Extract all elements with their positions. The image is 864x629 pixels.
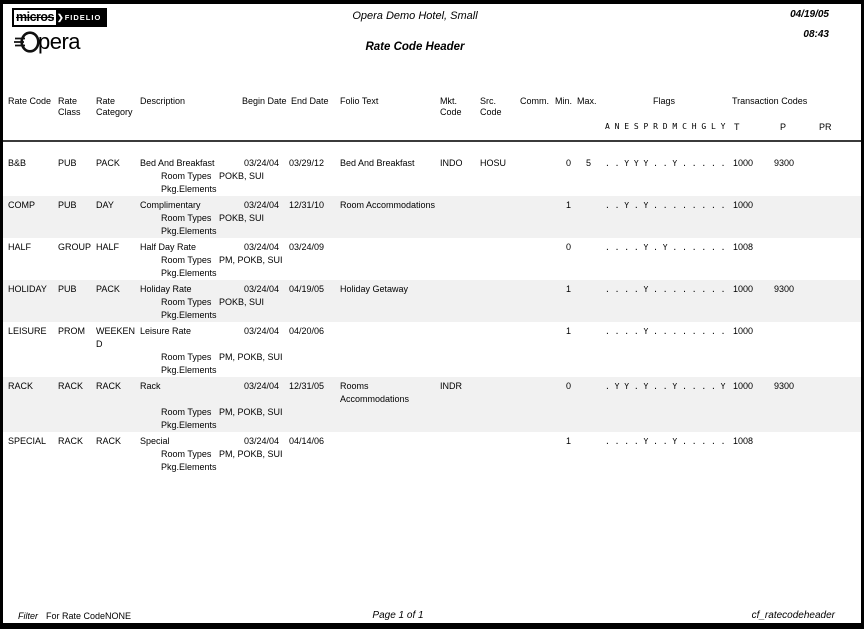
row-pkg-elements-line bbox=[161, 461, 861, 474]
filter-label: Filter bbox=[18, 611, 38, 621]
cell-flags: . . . . Y . . . . . . . . bbox=[605, 285, 726, 294]
cell-flags: . Y Y . Y . . Y . . . . Y bbox=[605, 382, 726, 391]
cell-transaction-t: 1000 bbox=[733, 200, 754, 210]
cell-folio-text: Bed And Breakfast bbox=[340, 158, 415, 168]
cell-description: Bed And Breakfast bbox=[140, 158, 215, 168]
room-types-value: PM, POKB, SUI bbox=[219, 449, 283, 459]
cell-transaction-t: 1000 bbox=[733, 158, 754, 168]
cell-end-date: 03/24/09 bbox=[288, 242, 324, 252]
cell-rate-category: PACK bbox=[96, 158, 120, 168]
cell-min: 0 bbox=[565, 381, 571, 391]
table-row bbox=[3, 432, 861, 474]
row-pkg-elements-line bbox=[161, 183, 861, 196]
table-header bbox=[3, 96, 861, 142]
row-main-line bbox=[8, 380, 861, 406]
col-header-rate-class: Rate bbox=[58, 96, 78, 106]
cell-transaction-t: 1000 bbox=[733, 326, 754, 336]
cell-min: 0 bbox=[565, 158, 571, 168]
pkg-elements-label: Pkg.Elements bbox=[161, 420, 217, 430]
room-types-value: PM, POKB, SUI bbox=[219, 407, 283, 417]
row-room-types-line bbox=[161, 406, 861, 419]
cell-transaction-p: 9300 bbox=[774, 158, 795, 168]
col-header-min: Min. bbox=[555, 96, 573, 106]
cell-rate-code: SPECIAL bbox=[8, 436, 47, 446]
row-pkg-elements-line bbox=[161, 419, 861, 432]
room-types-value: POKB, SUI bbox=[219, 213, 265, 223]
flag-letters: A N E S P R D M C H G L Y bbox=[605, 122, 726, 131]
cell-end-date: 04/19/05 bbox=[288, 284, 324, 294]
cell-rate-category: PACK bbox=[96, 284, 120, 294]
cell-description: Special bbox=[140, 436, 170, 446]
cell-end-date: 04/20/06 bbox=[288, 326, 324, 336]
cell-begin-date: 03/24/04 bbox=[243, 284, 279, 294]
fidelio-logo-text: ❯ FIDELIO bbox=[56, 10, 105, 25]
row-pkg-elements-line bbox=[161, 364, 861, 377]
report-footer bbox=[3, 607, 861, 621]
cell-src-code: HOSU bbox=[480, 158, 507, 168]
cell-folio-text: Rooms Accommodations bbox=[340, 381, 410, 404]
row-main-line bbox=[8, 325, 861, 351]
pkg-elements-label: Pkg.Elements bbox=[161, 268, 217, 278]
cell-flags: . . Y Y Y . . Y . . . . . bbox=[605, 159, 726, 168]
row-room-types-line bbox=[161, 254, 861, 267]
cell-rate-class: PROM bbox=[58, 326, 85, 336]
room-types-label: Room Types bbox=[161, 255, 212, 265]
table-row bbox=[3, 322, 861, 377]
room-types-label: Room Types bbox=[161, 171, 212, 181]
row-main-line bbox=[8, 241, 861, 254]
pkg-elements-label: Pkg.Elements bbox=[161, 365, 217, 375]
cell-transaction-p: 9300 bbox=[774, 284, 795, 294]
chevron-right-icon: ❯ bbox=[57, 13, 64, 22]
room-types-label: Room Types bbox=[161, 297, 212, 307]
room-types-label: Room Types bbox=[161, 352, 212, 362]
cell-description: Rack bbox=[140, 381, 161, 391]
cell-rate-code: B&B bbox=[8, 158, 27, 168]
cell-min: 0 bbox=[565, 242, 571, 252]
report-time: 08:43 bbox=[803, 29, 829, 40]
cell-begin-date: 03/24/04 bbox=[243, 436, 279, 446]
cell-mkt-code: INDR bbox=[440, 381, 462, 391]
cell-rate-category: RACK bbox=[96, 436, 122, 446]
col-header-begin-date: Begin Date bbox=[242, 96, 287, 106]
col-header-mkt-code-2: Code bbox=[440, 107, 462, 117]
report-title: Rate Code Header bbox=[365, 41, 465, 53]
cell-min: 1 bbox=[565, 284, 571, 294]
cell-min: 1 bbox=[565, 326, 571, 336]
cell-end-date: 12/31/10 bbox=[288, 200, 324, 210]
cell-rate-code: HOLIDAY bbox=[8, 284, 47, 294]
pkg-elements-label: Pkg.Elements bbox=[161, 184, 217, 194]
report-date: 04/19/05 bbox=[790, 9, 829, 20]
cell-flags: . . . . Y . . . . . . . . bbox=[605, 327, 726, 336]
cell-begin-date: 03/24/04 bbox=[243, 200, 279, 210]
pkg-elements-label: Pkg.Elements bbox=[161, 226, 217, 236]
col-header-rate-category: Rate bbox=[96, 96, 116, 106]
room-types-label: Room Types bbox=[161, 449, 212, 459]
cell-rate-category: WEEKEND bbox=[96, 326, 136, 349]
col-header-description: Description bbox=[140, 96, 186, 106]
cell-transaction-p: 9300 bbox=[774, 381, 795, 391]
col-header-folio-text: Folio Text bbox=[340, 96, 379, 106]
table-row bbox=[3, 196, 861, 238]
room-types-value: POKB, SUI bbox=[219, 171, 265, 181]
col-header-rate-category-2: Category bbox=[96, 107, 133, 117]
col-header-src-code: Src. bbox=[480, 96, 497, 106]
col-header-mkt-code: Mkt. bbox=[440, 96, 457, 106]
cell-transaction-t: 1008 bbox=[733, 436, 754, 446]
col-header-rate-class-2: Class bbox=[58, 107, 81, 117]
col-header-comm: Comm. bbox=[520, 96, 549, 106]
cell-begin-date: 03/24/04 bbox=[243, 242, 279, 252]
col-header-rate-code: Rate Code bbox=[8, 96, 52, 106]
cell-rate-class: PUB bbox=[58, 284, 77, 294]
col-header-src-code-2: Code bbox=[480, 107, 502, 117]
row-room-types-line bbox=[161, 170, 861, 183]
room-types-label: Room Types bbox=[161, 407, 212, 417]
cell-rate-class: PUB bbox=[58, 200, 77, 210]
row-main-line bbox=[8, 435, 861, 448]
table-row bbox=[3, 154, 861, 196]
table-row bbox=[3, 280, 861, 322]
cell-rate-class: PUB bbox=[58, 158, 77, 168]
cell-rate-category: DAY bbox=[96, 200, 114, 210]
micros-logo-text: micros bbox=[16, 10, 54, 24]
row-room-types-line bbox=[161, 212, 861, 225]
col-header-transaction-codes: Transaction Codes bbox=[732, 96, 808, 106]
col-header-flags: Flags bbox=[652, 96, 675, 106]
room-types-value: POKB, SUI bbox=[219, 297, 265, 307]
cell-flags: . . . . Y . . Y . . . . . bbox=[605, 437, 726, 446]
report-file-name: cf_ratecodeheader bbox=[751, 610, 835, 621]
cell-end-date: 04/14/06 bbox=[288, 436, 324, 446]
cell-transaction-t: 1000 bbox=[733, 381, 754, 391]
cell-rate-class: RACK bbox=[58, 436, 84, 446]
table-row bbox=[3, 238, 861, 280]
room-types-value: PM, POKB, SUI bbox=[219, 255, 283, 265]
row-pkg-elements-line bbox=[161, 309, 861, 322]
cell-rate-class: GROUP bbox=[58, 242, 92, 252]
cell-rate-category: HALF bbox=[96, 242, 120, 252]
cell-rate-class: RACK bbox=[58, 381, 84, 391]
cell-end-date: 12/31/05 bbox=[288, 381, 324, 391]
cell-min: 1 bbox=[565, 200, 571, 210]
row-room-types-line bbox=[161, 448, 861, 461]
cell-rate-code: LEISURE bbox=[8, 326, 47, 336]
row-pkg-elements-line bbox=[161, 267, 861, 280]
cell-rate-code: RACK bbox=[8, 381, 34, 391]
filter-value: For Rate CodeNONE bbox=[46, 611, 132, 621]
col-header-t: T bbox=[734, 122, 740, 132]
cell-description: Holiday Rate bbox=[140, 284, 192, 294]
col-header-max: Max. bbox=[577, 96, 597, 106]
cell-description: Half Day Rate bbox=[140, 242, 197, 252]
hotel-name: Opera Demo Hotel, Small bbox=[352, 10, 478, 22]
cell-begin-date: 03/24/04 bbox=[243, 326, 279, 336]
cell-rate-category: RACK bbox=[96, 381, 122, 391]
row-room-types-line bbox=[161, 296, 861, 309]
cell-flags: . . Y . Y . . . . . . . . bbox=[605, 201, 726, 210]
cell-end-date: 03/29/12 bbox=[288, 158, 324, 168]
row-pkg-elements-line bbox=[161, 225, 861, 238]
cell-rate-code: HALF bbox=[8, 242, 32, 252]
room-types-label: Room Types bbox=[161, 213, 212, 223]
cell-min: 1 bbox=[565, 436, 571, 446]
cell-begin-date: 03/24/04 bbox=[243, 381, 279, 391]
cell-folio-text: Room Accommodations bbox=[340, 200, 436, 210]
cell-max: 5 bbox=[585, 158, 591, 168]
pkg-elements-label: Pkg.Elements bbox=[161, 310, 217, 320]
opera-logo-text: pera bbox=[38, 28, 81, 54]
cell-description: Complimentary bbox=[140, 200, 201, 210]
cell-transaction-t: 1008 bbox=[733, 242, 754, 252]
pkg-elements-label: Pkg.Elements bbox=[161, 462, 217, 472]
table-row bbox=[3, 377, 861, 432]
cell-rate-code: COMP bbox=[8, 200, 35, 210]
col-header-p: P bbox=[780, 122, 787, 132]
col-header-end-date: End Date bbox=[291, 96, 329, 106]
cell-description: Leisure Rate bbox=[140, 326, 192, 336]
col-header-pr: PR bbox=[819, 122, 832, 132]
row-main-line bbox=[8, 199, 861, 212]
cell-flags: . . . . Y . Y . . . . . . bbox=[605, 243, 726, 252]
cell-transaction-t: 1000 bbox=[733, 284, 754, 294]
cell-folio-text: Holiday Getaway bbox=[340, 284, 409, 294]
row-main-line bbox=[8, 283, 861, 296]
row-room-types-line bbox=[161, 351, 861, 364]
row-main-line bbox=[8, 157, 861, 170]
cell-mkt-code: INDO bbox=[440, 158, 463, 168]
rate-code-table bbox=[3, 154, 861, 474]
cell-begin-date: 03/24/04 bbox=[243, 158, 279, 168]
page-info: Page 1 of 1 bbox=[372, 610, 424, 621]
room-types-value: PM, POKB, SUI bbox=[219, 352, 283, 362]
